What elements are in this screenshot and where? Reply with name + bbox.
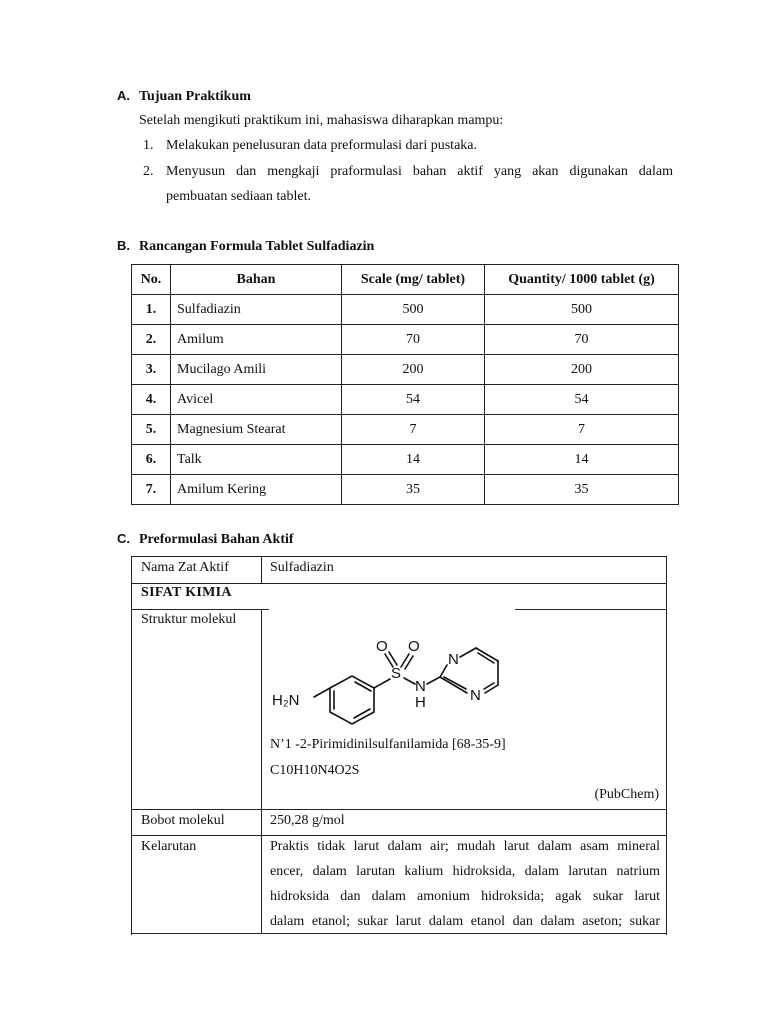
source-citation: (PubChem) xyxy=(594,787,659,802)
row-scale: 70 xyxy=(342,325,485,355)
formula-table xyxy=(131,264,679,505)
section-a-title: Tujuan Praktikum xyxy=(139,89,251,104)
nama-zat-value: Sulfadiazin xyxy=(270,560,334,575)
pyrimidine-nitrogen-1: N xyxy=(448,651,459,668)
section-a-letter: A. xyxy=(117,88,130,103)
row-scale: 35 xyxy=(342,475,485,505)
sulfur-atom: S xyxy=(391,665,402,682)
amide-nitrogen-atom: N xyxy=(415,678,426,695)
table-row xyxy=(132,355,679,385)
amino-group: H₂N xyxy=(272,692,300,709)
kelarutan-line-4: dalam etanol; sukar larut dalam etanol dan dalam aseton; sukar xyxy=(270,914,660,929)
row-quantity: 70 xyxy=(485,325,679,355)
bobot-molekul-label: Bobot molekul xyxy=(141,813,225,828)
column-divider xyxy=(261,609,262,934)
table-row xyxy=(132,295,679,325)
row-quantity: 14 xyxy=(485,445,679,475)
row-no: 6. xyxy=(132,445,171,475)
row-quantity: 35 xyxy=(485,475,679,505)
objective-1-text: Melakukan penelusuran data preformulasi dari pustaka. xyxy=(166,138,478,153)
sifat-kimia-heading: SIFAT KIMIA xyxy=(141,585,232,600)
preformulation-table xyxy=(131,556,667,935)
row-no: 7. xyxy=(132,475,171,505)
table-row xyxy=(132,445,679,475)
table-row xyxy=(132,415,679,445)
row-no: 1. xyxy=(132,295,171,325)
row-quantity: 54 xyxy=(485,385,679,415)
section-b-heading xyxy=(117,238,374,255)
kelarutan-line-2: encer, dalam larutan kalium hidroksida, dalam larutan natrium xyxy=(270,864,660,879)
row-divider xyxy=(132,609,269,610)
section-c-heading xyxy=(117,531,294,548)
oxygen-atom-right: O xyxy=(408,638,420,655)
row-no: 5. xyxy=(132,415,171,445)
row-quantity: 200 xyxy=(485,355,679,385)
section-b-letter: B. xyxy=(117,238,130,253)
row-scale: 14 xyxy=(342,445,485,475)
col-header-quantity: Quantity/ 1000 tablet (g) xyxy=(485,265,679,295)
iupac-name: N’1 -2-Pirimidinilsulfanilamida [68-35-9] xyxy=(270,737,506,752)
table-row xyxy=(132,325,679,355)
row-divider xyxy=(132,809,666,810)
table-row xyxy=(132,475,679,505)
row-bahan: Amilum xyxy=(171,325,342,355)
row-scale: 54 xyxy=(342,385,485,415)
section-c-title: Preformulasi Bahan Aktif xyxy=(139,532,294,547)
section-a-intro: Setelah mengikuti praktikum ini, mahasiswa diharapkan mampu: xyxy=(139,113,504,128)
col-header-no: No. xyxy=(132,265,171,295)
kelarutan-label: Kelarutan xyxy=(141,839,197,854)
molecular-formula: C10H10N4O2S xyxy=(270,763,360,778)
table-row xyxy=(132,385,679,415)
row-scale: 500 xyxy=(342,295,485,325)
row-no: 4. xyxy=(132,385,171,415)
section-b-title: Rancangan Formula Tablet Sulfadiazin xyxy=(139,239,375,254)
row-bahan: Magnesium Stearat xyxy=(171,415,342,445)
table-bottom-border xyxy=(131,933,667,934)
row-scale: 200 xyxy=(342,355,485,385)
col-header-scale: Scale (mg/ tablet) xyxy=(342,265,485,295)
col-header-bahan: Bahan xyxy=(171,265,342,295)
row-bahan: Avicel xyxy=(171,385,342,415)
column-divider xyxy=(261,557,262,583)
struktur-label: Struktur molekul xyxy=(141,612,237,627)
row-bahan: Mucilago Amili xyxy=(171,355,342,385)
objective-2-line-1: Menyusun dan mengkaji praformulasi bahan aktif yang akan digunakan dalam xyxy=(166,164,673,179)
oxygen-atom-left: O xyxy=(376,638,388,655)
row-bahan: Sulfadiazin xyxy=(171,295,342,325)
row-quantity: 7 xyxy=(485,415,679,445)
table-header-row xyxy=(132,265,679,295)
row-bahan: Talk xyxy=(171,445,342,475)
section-c-letter: C. xyxy=(117,531,130,546)
row-no: 2. xyxy=(132,325,171,355)
objective-2-line-2: pembuatan sediaan tablet. xyxy=(166,189,311,204)
objective-1-number: 1. xyxy=(143,138,154,153)
kelarutan-line-1: Praktis tidak larut dalam air; mudah larut dalam asam mineral xyxy=(270,839,660,854)
bobot-molekul-value: 250,28 g/mol xyxy=(270,813,345,828)
amide-hydrogen-atom: H xyxy=(415,694,426,711)
kelarutan-line-3: hidroksida dan dalam amonium hidroksida; agak sukar larut xyxy=(270,889,660,904)
sulfadiazine-structure xyxy=(270,621,510,731)
nama-zat-label: Nama Zat Aktif xyxy=(141,560,229,575)
row-quantity: 500 xyxy=(485,295,679,325)
row-divider xyxy=(132,583,666,584)
row-bahan: Amilum Kering xyxy=(171,475,342,505)
row-divider xyxy=(132,835,666,836)
row-scale: 7 xyxy=(342,415,485,445)
objective-2-number: 2. xyxy=(143,164,154,179)
section-a-heading xyxy=(117,88,251,105)
row-no: 3. xyxy=(132,355,171,385)
row-divider xyxy=(515,609,666,610)
pyrimidine-nitrogen-2: N xyxy=(470,687,481,704)
